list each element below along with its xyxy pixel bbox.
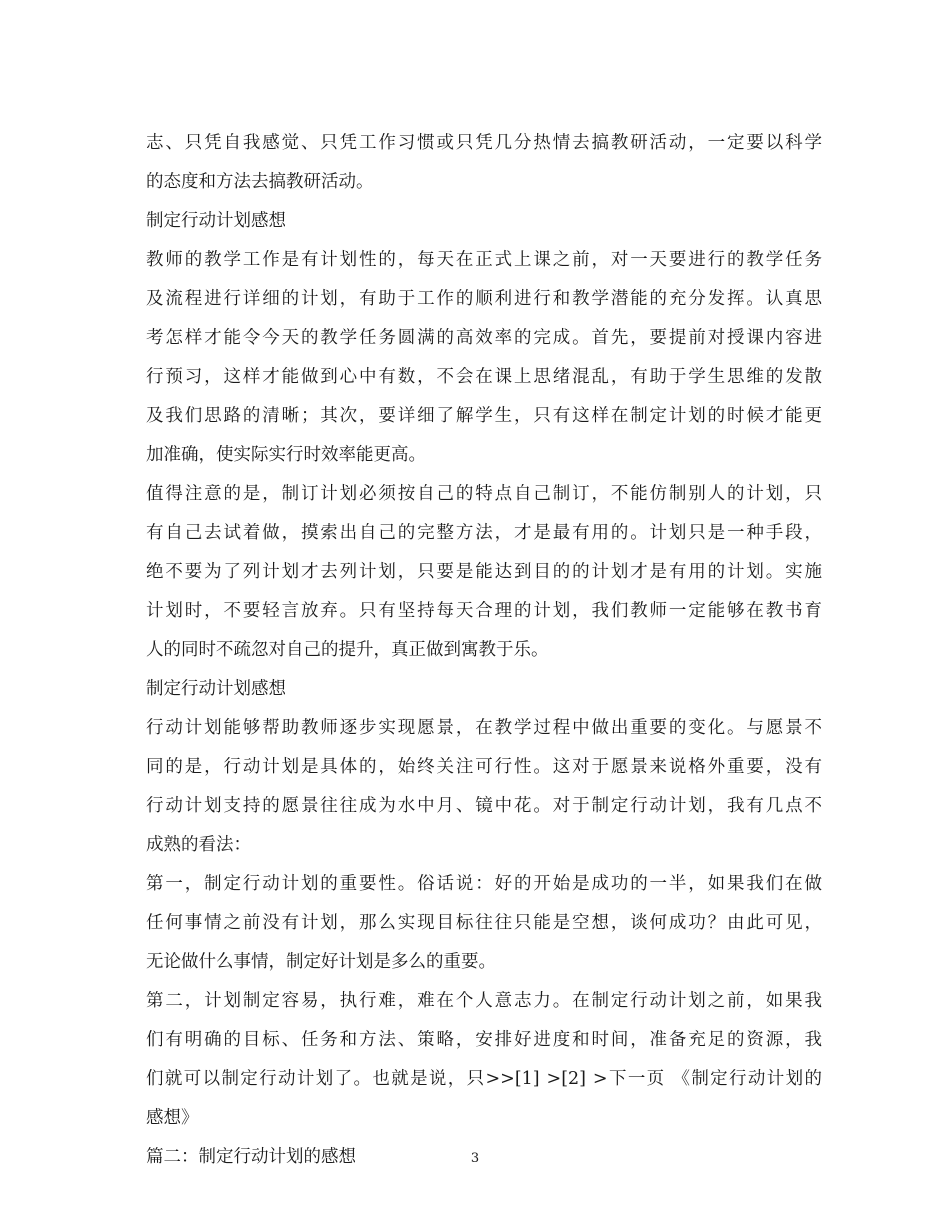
section-heading: 篇二：制定行动计划的感想 <box>146 1147 356 1167</box>
text-line: 志、只凭自我感觉、只凭工作习惯或只凭几分热情去搞教研活动，一定要以科学 <box>146 133 822 153</box>
text-line: 及我们思路的清晰；其次，要详细了解学生，只有这样在制定计划的时候才能更 <box>146 406 822 426</box>
text-line: 教师的教学工作是有计划性的，每天在正式上课之前，对一天要进行的教学任务 <box>146 250 822 270</box>
text-line: 行动计划能够帮助教师逐步实现愿景，在教学过程中做出重要的变化。与愿景不 <box>146 718 822 738</box>
text-line: 有自己去试着做，摸索出自己的完整方法，才是最有用的。计划只是一种手段， <box>146 523 822 543</box>
text-line: 第一，制定行动计划的重要性。俗话说：好的开始是成功的一半，如果我们在做 <box>146 874 822 894</box>
text-line: 成熟的看法： <box>146 835 251 855</box>
text-line: 考怎样才能令今天的教学任务圆满的高效率的完成。首先，要提前对授课内容进 <box>146 328 822 348</box>
text-line: 计划时，不要轻言放弃。只有坚持每天合理的计划，我们教师一定能够在教书育 <box>146 601 822 621</box>
text-line: 的态度和方法去搞教研活动。 <box>146 172 374 192</box>
text-line: 无论做什么事情，制定好计划是多么的重要。 <box>146 952 496 972</box>
body-text <box>146 124 822 1177</box>
text-line: 第二，计划制定容易，执行难，难在个人意志力。在制定行动计划之前，如果我 <box>146 991 822 1011</box>
text-line: 绝不要为了列计划才去列计划，只要是能达到目的的计划才是有用的计划。实施 <box>146 562 822 582</box>
text-line: 行动计划支持的愿景往往成为水中月、镜中花。对于制定行动计划，我有几点不 <box>146 796 822 816</box>
text-line: 任何事情之前没有计划，那么实现目标往往只能是空想，谈何成功？由此可见， <box>146 913 822 933</box>
text-line: 们有明确的目标、任务和方法、策略，安排好进度和时间，准备充足的资源，我 <box>146 1030 822 1050</box>
text-line: 感想》 <box>146 1108 199 1128</box>
page-number: 3 <box>470 1151 480 1166</box>
text-line: 行预习，这样才能做到心中有数，不会在课上思绪混乱，有助于学生思维的发散 <box>146 367 822 387</box>
section-heading: 制定行动计划感想 <box>146 211 286 231</box>
text-line: 加准确，使实际实行时效率能更高。 <box>146 445 426 465</box>
text-line: 们就可以制定行动计划了。也就是说，只>>[1] >[2] >下一页 《制定行动计划的 <box>146 1069 822 1089</box>
text-line: 值得注意的是，制订计划必须按自己的特点自己制订，不能仿制别人的计划，只 <box>146 484 822 504</box>
text-line: 及流程进行详细的计划，有助于工作的顺利进行和教学潜能的充分发挥。认真思 <box>146 289 822 309</box>
section-heading: 制定行动计划感想 <box>146 679 286 699</box>
text-line: 同的是，行动计划是具体的，始终关注可行性。这对于愿景来说格外重要，没有 <box>146 757 822 777</box>
text-line: 人的同时不疏忽对自己的提升，真正做到寓教于乐。 <box>146 640 549 660</box>
